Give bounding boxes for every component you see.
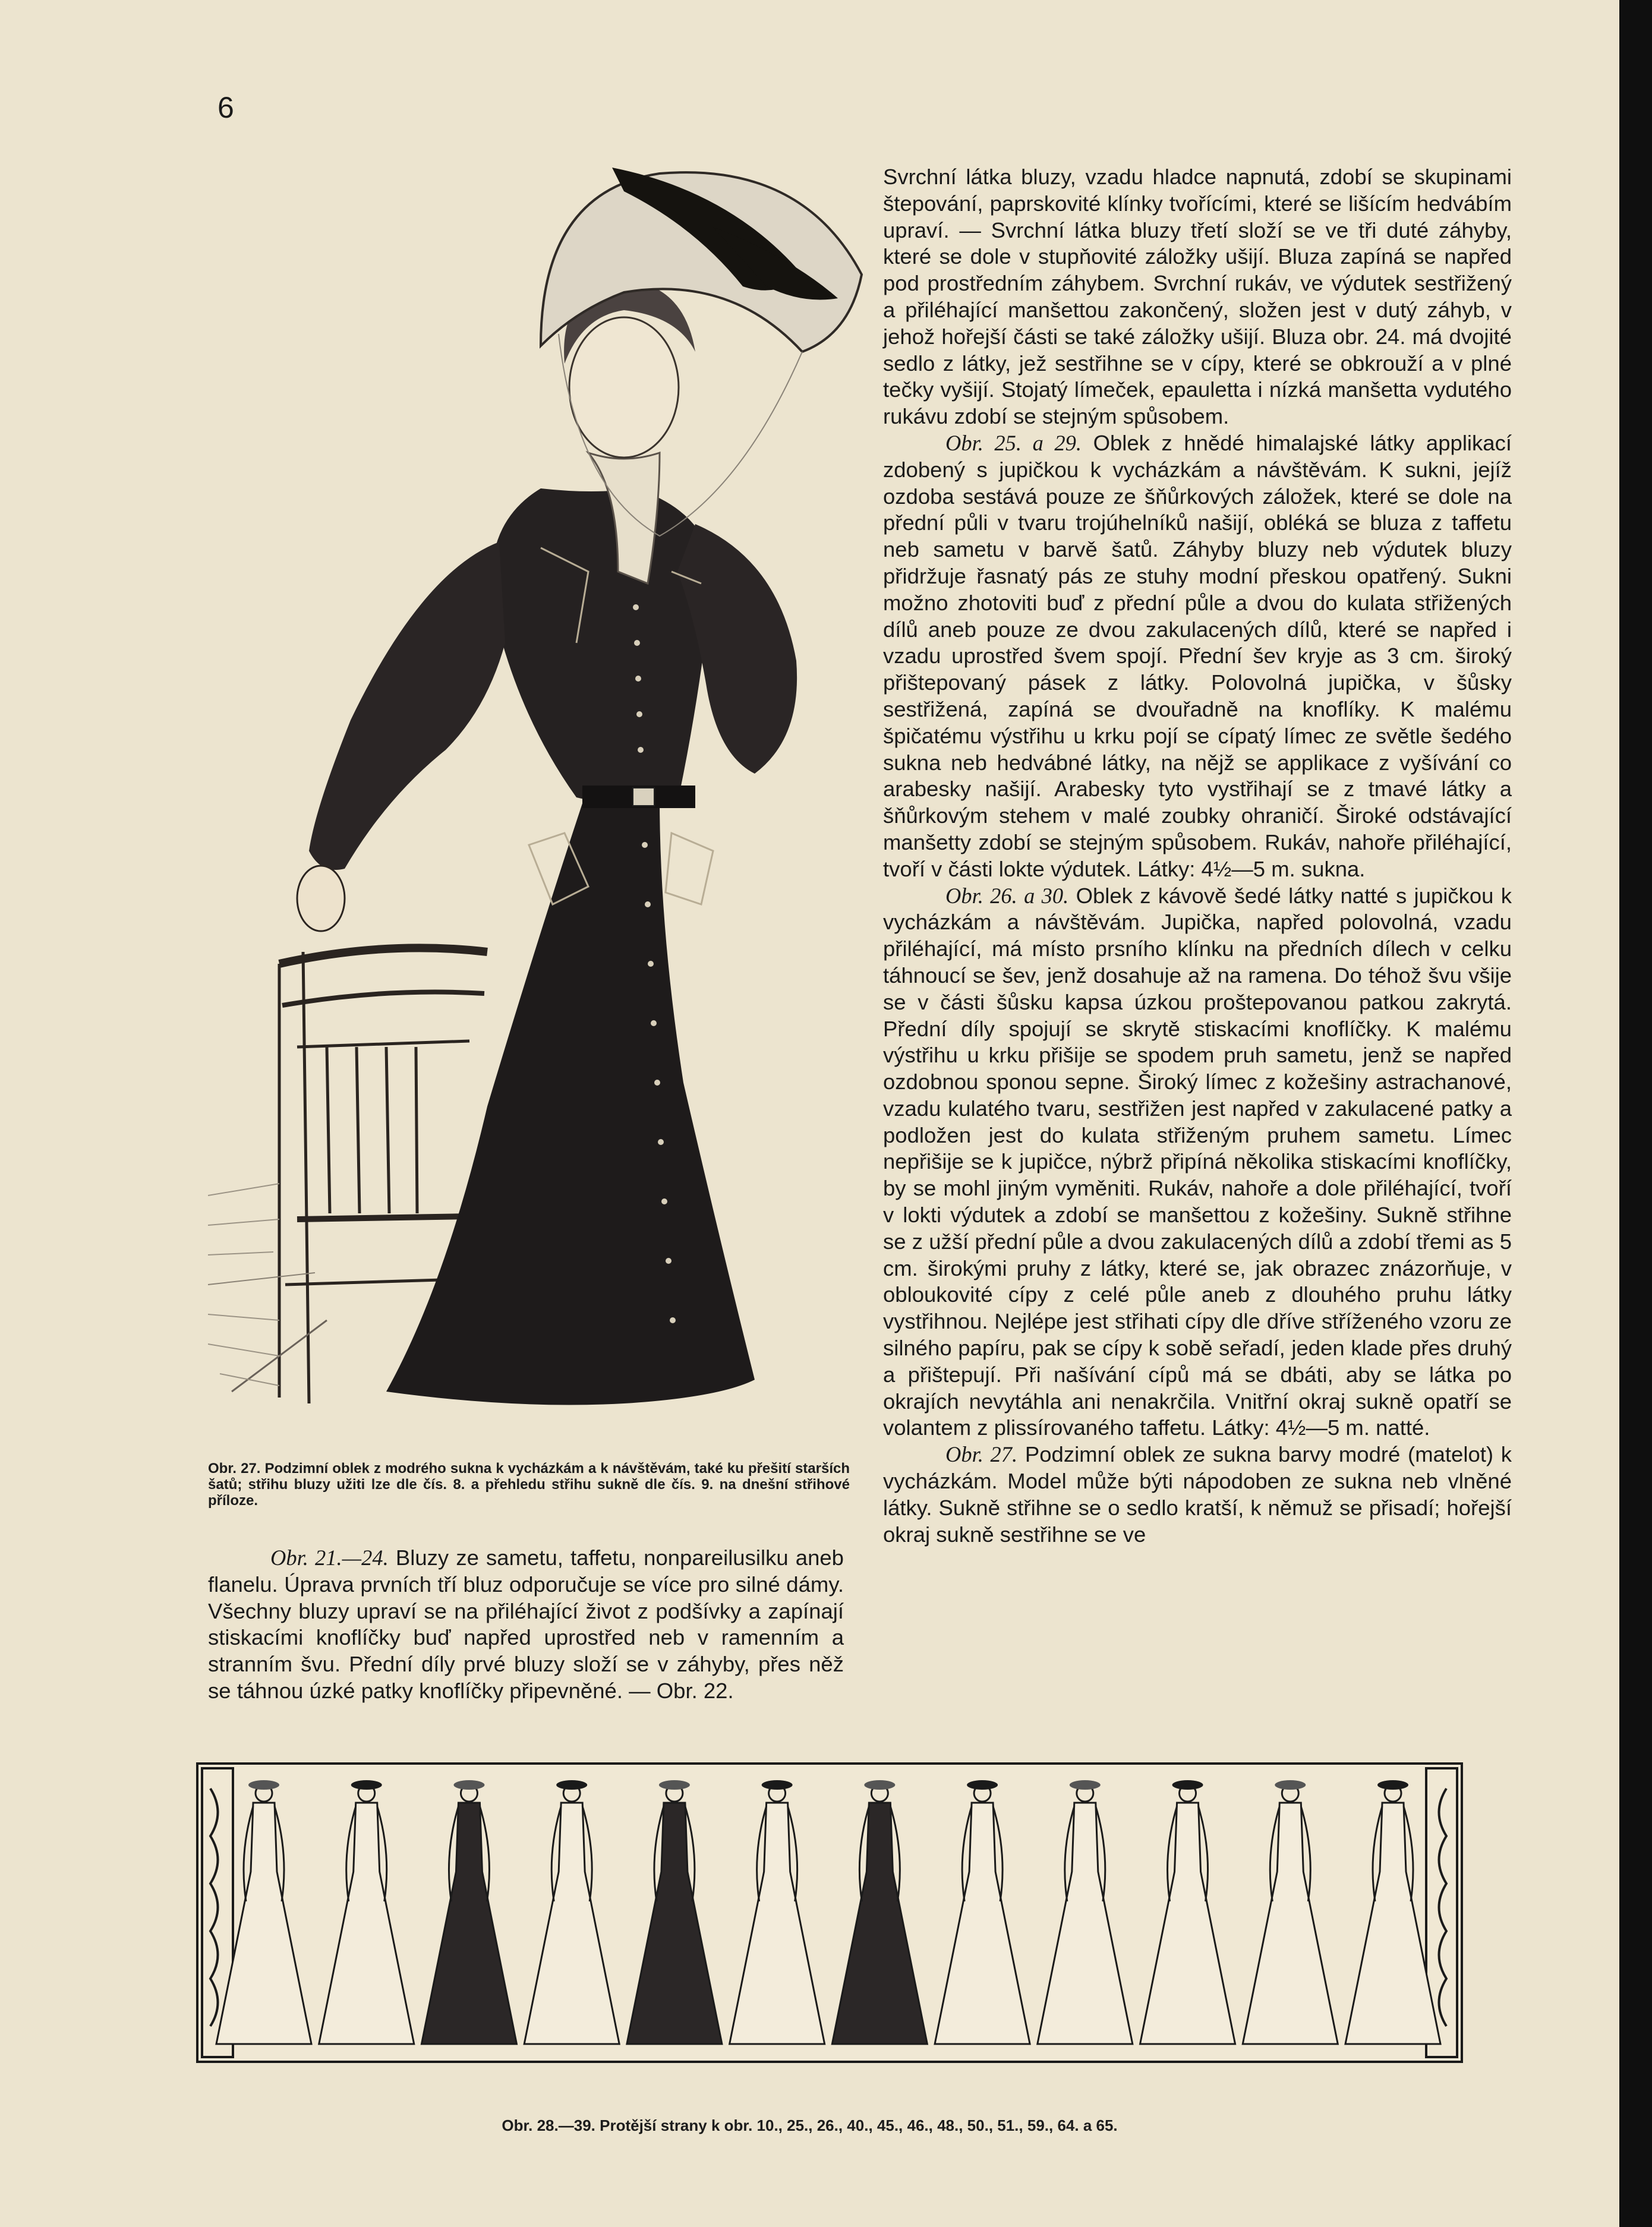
figure-reference: Obr. 27.	[945, 1442, 1018, 1467]
fashion-figure-11	[1243, 1780, 1338, 2044]
fashion-figure-7	[832, 1780, 927, 2044]
paragraph-obr-27	[883, 1441, 1512, 1548]
paragraph-text: Podzimní oblek ze sukna barvy modré (matelot) k vycházkám. Model může býti nápodoben ze sukna neb vlněné látky. Sukně střihne se o sedlo kratší, k němuž se přisadí; hořejší okraj sukně sestřihne se ve	[883, 1442, 1512, 1547]
figure-reference: Obr. 25. a 29.	[945, 430, 1082, 455]
figure-reference: Obr. 21.—24.	[270, 1545, 389, 1570]
paragraph-blouse-continued: Svrchní látka bluzy, vzadu hladce napnutá, zdobí se skupinami štepování, paprskovité klínky tvořícími, které se lišícím hedvábím upraví. — Svrchní látka bluzy třetí složí se ve tři duté záhyby, které se dole v stupňovité záložky ušijí. Bluza zapíná se napřed pod prostředním záhybem. Svrchní rukáv, ve výdutek sestřižený a přiléhající manšettou zakončený, složen jest v dutý záhyb, v jehož hořejší části se také záložky ušijí. Bluza obr. 24. má dvojité sedlo z látky, jež sestřihne se v cípy, které se obkrouží a v plné tečky vyšijí. Stojatý límeček, epauletta i nízká manšetta vydutého rukávu zdobí se stejným spůsobem.	[883, 165, 1512, 429]
fashion-figure-10	[1140, 1780, 1235, 2044]
paragraph-obr-25-29	[883, 430, 1512, 883]
left-text-column	[208, 1545, 844, 1705]
page-number: 6	[217, 91, 234, 124]
left-hand	[297, 866, 345, 931]
paragraph-obr-26-30	[883, 883, 1512, 1442]
paragraph-text: Oblek z kávově šedé látky natté s jupičkou k vycházkám a návštěvám. Jupička, napřed polovolná, vzadu přiléhající, má místo prsního klínku na předních dílech v celku táhnoucí se šev, jenž dosahuje až na ramena. Do téhož švu všije se v části šůsku kapsa úzkou proštepovanou patkou zakrytá. Přední díly spojují se skrytě stiskacími knoflíčky. K malému výstřihu u krku přišije se spodem pruh sametu, jenž se napřed ozdobnou sponou sepne. Široký límec z kožešiny astrachanové, vzadu kulatého tvaru, sestřižen jest napřed v zakulacené patky a podložen jest do kulata střiženým pruhem sametu. Límec nepřišije se k jupičce, nýbrž připíná několika stiskacími knoflíčky, by se mohl jiným vyměniti. Rukáv, nahoře a dole přiléhající, tvoří v lokti výdutek a zdobí se manšettou z kožešiny. Sukně střihne se z užší přední půle a dvou zakulacených dílů a zdobí třemi as 5 cm. širokými pruhy z látky, které se, jak obrazec znázorňuje, v obloukovité cípy z celé půle aneb z dlouhého pruhu látky vystřihnou. Nejlépe jest střihati cípy dle dříve stříženého vzoru ze silného papíru, pak se cípy k sobě seřadí, jeden klade přes druhý a přištepují. Při našívání cípů má se dbáti, aby se látka po okrajích nevytáhla ani nenakrčila. Vnitřní okraj sukně opatří se volantem z plissírovaného taffetu. Látky: 4½—5 m. natté.	[883, 883, 1512, 1440]
fashion-figures-strip	[196, 1762, 1463, 2063]
fashion-figure-2	[319, 1780, 414, 2044]
dress-skirt	[386, 786, 755, 1405]
fashion-figure-9	[1038, 1780, 1133, 2044]
left-sleeve	[309, 542, 505, 870]
face	[569, 317, 679, 458]
page-edge-shadow	[1619, 0, 1652, 2227]
fashion-figure-6	[730, 1780, 825, 2044]
figure-27-caption: Obr. 27. Podzimní oblek z modrého sukna k vycházkám a k návštěvám, také ku přešití starších šatů; střihu bluzy užiti lze dle čís. 8. a přehledu střihu sukně dle čís. 9. na dnešní střihové příloze.	[208, 1461, 850, 1509]
right-text-column	[883, 164, 1512, 1548]
paragraph-text: Bluzy ze sametu, taffetu, nonpareilusilku aneb flanelu. Úprava prvních tří bluz odporučuje se více pro silné dámy. Všechny bluzy upraví se na přiléhající život z podšívky a zapínají stiskacími knoflíčky buď napřed uprostřed neb v ramenním a stranním švu. Přední díly prvé bluzy složí se v záhyby, přes něž se táhnou úzké patky knoflíčky připevněné. — Obr. 22.	[208, 1545, 844, 1703]
fashion-figure-3	[421, 1780, 516, 2044]
fashion-figure-4	[524, 1780, 619, 2044]
dress-bodice	[491, 488, 713, 805]
paragraph-obr-21-24	[208, 1545, 844, 1705]
fashion-figure-8	[935, 1780, 1030, 2044]
fashion-figure-5	[627, 1780, 722, 2044]
gallery-caption: Obr. 28.—39. Protější strany k obr. 10., 25., 26., 40., 45., 46., 48., 50., 51., 59., 64. a 65.	[502, 2116, 1118, 2134]
fashion-illustration-main	[208, 156, 874, 1433]
paragraph-text: Oblek z hnědé himalajské látky applikací zdobený s jupičkou k vycházkám a návštěvám. K sukni, jejíž ozdoba sestává pouze ze šňůrkových záložek, které se dole na přední půli v tvaru trojúhelníků našijí, obléká se bluza z taffetu neb sametu v barvě šatů. Záhyby bluzy neb výdutek bluzy přidržuje řasnatý pás ze stuhy modní přeskou opatřený. Sukni možno zhotoviti buď z přední půle a dvou do kulata střižených dílů aneb pouze ze dvou zakulacených dílů, které se napřed i vzadu uprostřed švem spojí. Přední šev kryje as 3 cm. široký přištepovaný pásek z látky. Polovolná jupička, v šůsky sestřižená, zapíná se dvouřadně na knoflíky. K malému špičatému výstřihu u krku pojí se cípatý límec ze světle šedého sukna neb hedvábné látky, na nějž se applikace z vyšívání co arabesky našijí. Arabesky tyto vystřihají se z tmavé látky a šňůrkovým stehem v malé zoubky ohraničí. Široké odstávající manšetty zdobí se stejným spůsobem. Rukáv, nahoře přiléhající, tvoří v části lokte výdutek. Látky: 4½—5 m. sukna.	[883, 430, 1512, 881]
fashion-figure-1	[216, 1780, 311, 2044]
figure-reference: Obr. 26. a 30.	[945, 883, 1069, 908]
